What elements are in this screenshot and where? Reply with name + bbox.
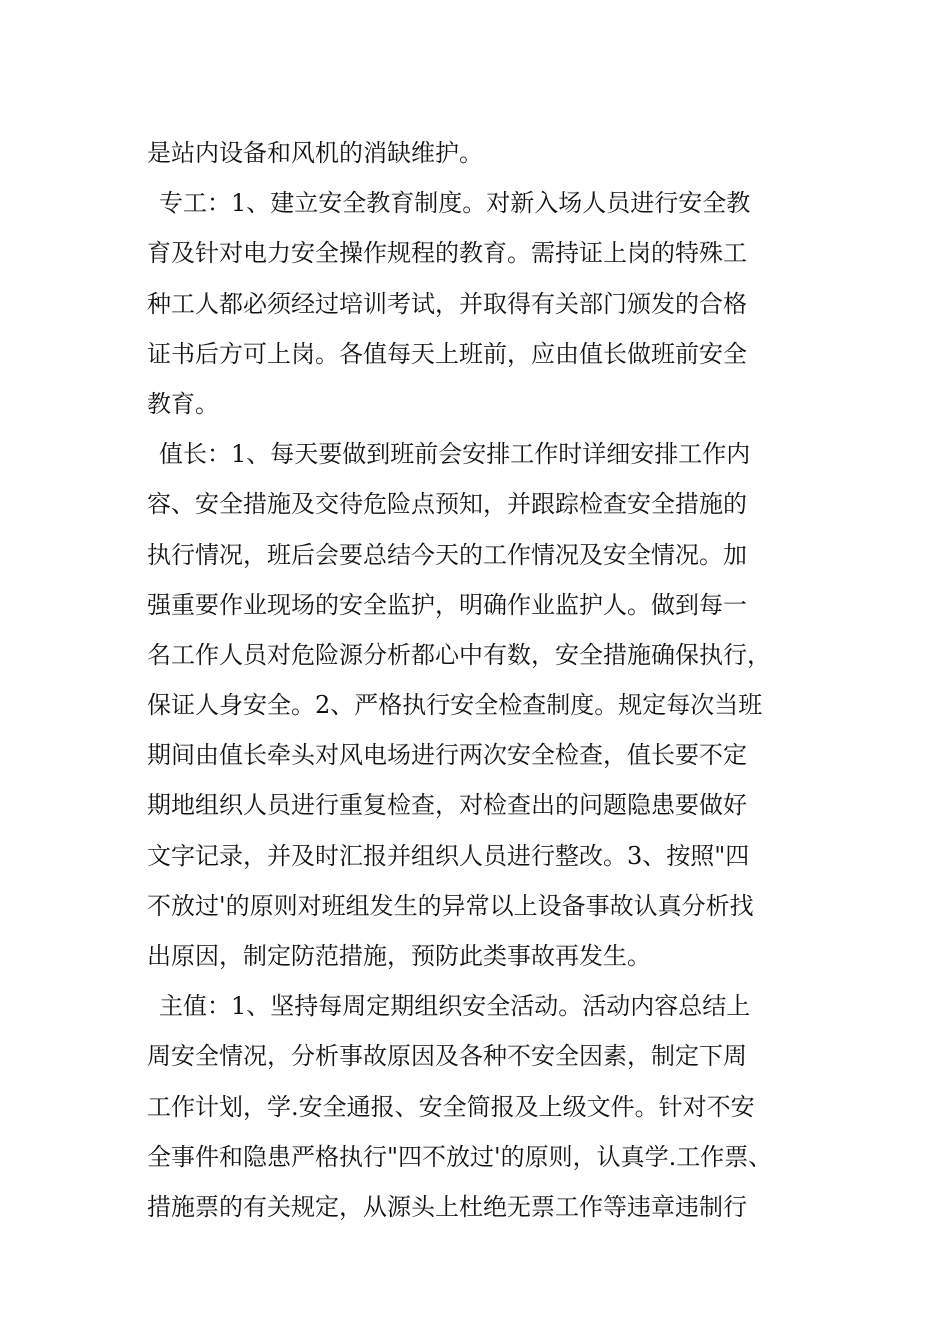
text-line: 执行情况，班后会要总结今天的工作情况及安全情况。加 (147, 540, 747, 569)
text-line: 措施票的有关规定，从源头上杜绝无票工作等违章违制行 (147, 1192, 747, 1221)
text-line: 全事件和隐患严格执行"四不放过'的原则，认真学.工作票、 (147, 1142, 773, 1171)
body-text (147, 128, 827, 1232)
text-line: 不放过'的原则对班组发生的异常以上设备事故认真分析找 (147, 891, 754, 920)
paragraph-start-zhuzhi: 主值：1、坚持每周定期组织安全活动。活动内容总结上 (159, 992, 751, 1021)
text-line: 期间由值长牵头对风电场进行两次安全检查，值长要不定 (147, 741, 747, 770)
text-line: 周安全情况，分析事故原因及各种不安全因素，制定下周 (147, 1042, 747, 1071)
text-line: 强重要作业现场的安全监护，明确作业监护人。做到每一 (147, 590, 747, 619)
text-line: 种工人都必须经过培训考试，并取得有关部门颁发的合格 (147, 289, 747, 318)
paragraph-start-zhuangong: 专工：1、建立安全教育制度。对新入场人员进行安全教 (159, 189, 751, 218)
text-line: 工作计划，学.安全通报、安全简报及上级文件。针对不安 (147, 1092, 755, 1121)
text-line: 教育。 (147, 389, 219, 418)
text-line: 文字记录，并及时汇报并组织人员进行整改。3、按照"四 (147, 841, 750, 870)
text-line: 期地组织人员进行重复检查，对检查出的问题隐患要做好 (147, 791, 747, 820)
text-line: 名工作人员对危险源分析都心中有数，安全措施确保执行， (147, 640, 771, 669)
text-line: 育及针对电力安全操作规程的教育。需持证上岗的特殊工 (147, 239, 747, 268)
text-line: 容、安全措施及交待危险点预知，并跟踪检查安全措施的 (147, 490, 747, 519)
text-line: 出原因，制定防范措施，预防此类事故再发生。 (147, 942, 651, 970)
text-line: 证书后方可上岗。各值每天上班前，应由值长做班前安全 (147, 339, 747, 368)
text-line: 保证人身安全。2、严格执行安全检查制度。规定每次当班 (147, 691, 763, 720)
paragraph-start-zhizhang: 值长：1、每天要做到班前会安排工作时详细安排工作内 (159, 440, 751, 469)
text-line: 是站内设备和风机的消缺维护。 (147, 139, 483, 167)
